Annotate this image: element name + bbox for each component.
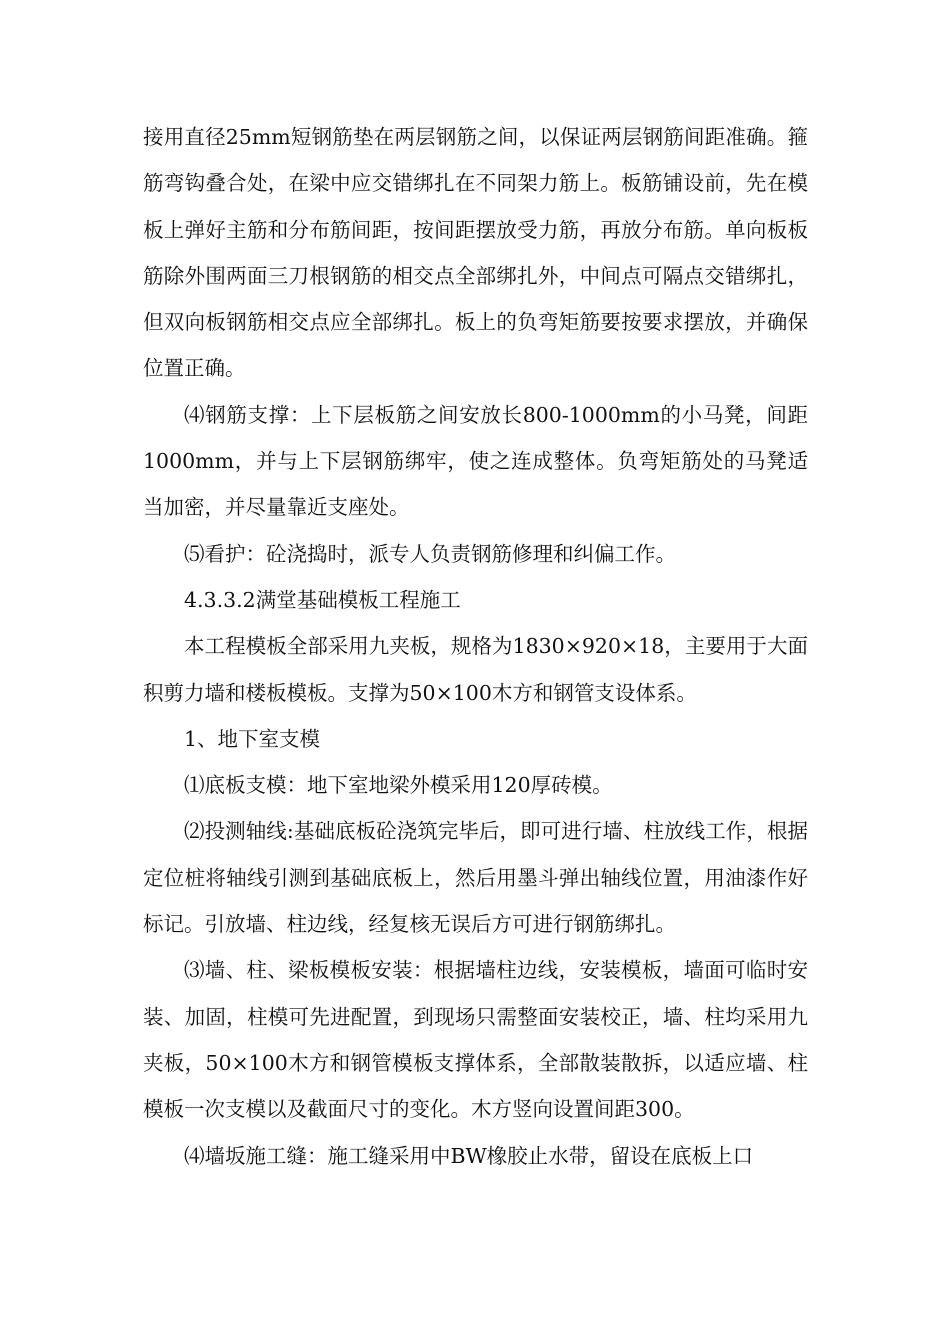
paragraph-construction-joint: ⑷墙坂施工缝：施工缝采用中BW橡胶止水带，留设在底板上口 xyxy=(184,1143,754,1168)
paragraph-axis-survey: ⑵投测轴线:基础底板砼浇筑完毕后，即可进行墙、柱放线工作，根据定位桩将轴线引测到基础底板上，然后用墨斗弹出轴线位置，用油漆作好标记。引放墙、柱边线，经复核无误后方可进行钢筋绑扎。 xyxy=(143,819,808,937)
section-heading: 4.3.3.2满堂基础模板工程施工 xyxy=(184,587,461,612)
paragraph-steel-support: ⑷钢筋支撑：上下层板筋之间安放长800-1000mm的小马凳，间距 1000mm，并与上下层钢筋绑牢，使之连成整体。负弯矩筋处的马凳适当加密，并尽量靠近支座处。 xyxy=(143,402,808,520)
document-body xyxy=(143,114,808,1179)
paragraph-continuation: 接用直径25mm短钢筋垫在两层钢筋之间，以保证两层钢筋间距准确。箍筋弯钩叠合处，在梁中应交错绑扎在不同架力筋上。板筋铺设前，先在模板上弹好主筋和分布筋间距，按间距摆放受力筋，再放分布筋。单向板板筋除外围两面三刀根钢筋的相交点全部绑扎外，中间点可隔点交错绑扎，但双向板钢筋相交点应全部绑扎。板上的负弯矩筋要按要求摆放，并确保位置正确。 xyxy=(143,125,808,381)
subsection-heading: 1、地下室支模 xyxy=(184,726,321,751)
paragraph-formwork-installation: ⑶墙、柱、梁板模板安装：根据墙柱边线，安装模板，墙面可临时安装、加固，柱模可先进配置，到现场只需整面安装校正，墙、柱均采用九夹板，50×100木方和钢管模板支撑体系，全部散装散拆，以适应墙、柱模板一次支模以及截面尺寸的变化。木方竖向设置间距300。 xyxy=(143,958,808,1122)
paragraph-base-formwork: ⑴底板支模：地下室地梁外模采用120厚砖模。 xyxy=(184,773,613,798)
paragraph-inspection: ⑸看护：砼浇捣时，派专人负责钢筋修理和纠偏工作。 xyxy=(184,541,676,566)
paragraph-formwork-intro: 本工程模板全部采用九夹板，规格为1830×920×18，主要用于大面积剪力墙和楼板模板。支撑为50×100木方和钢管支设体系。 xyxy=(143,634,808,705)
